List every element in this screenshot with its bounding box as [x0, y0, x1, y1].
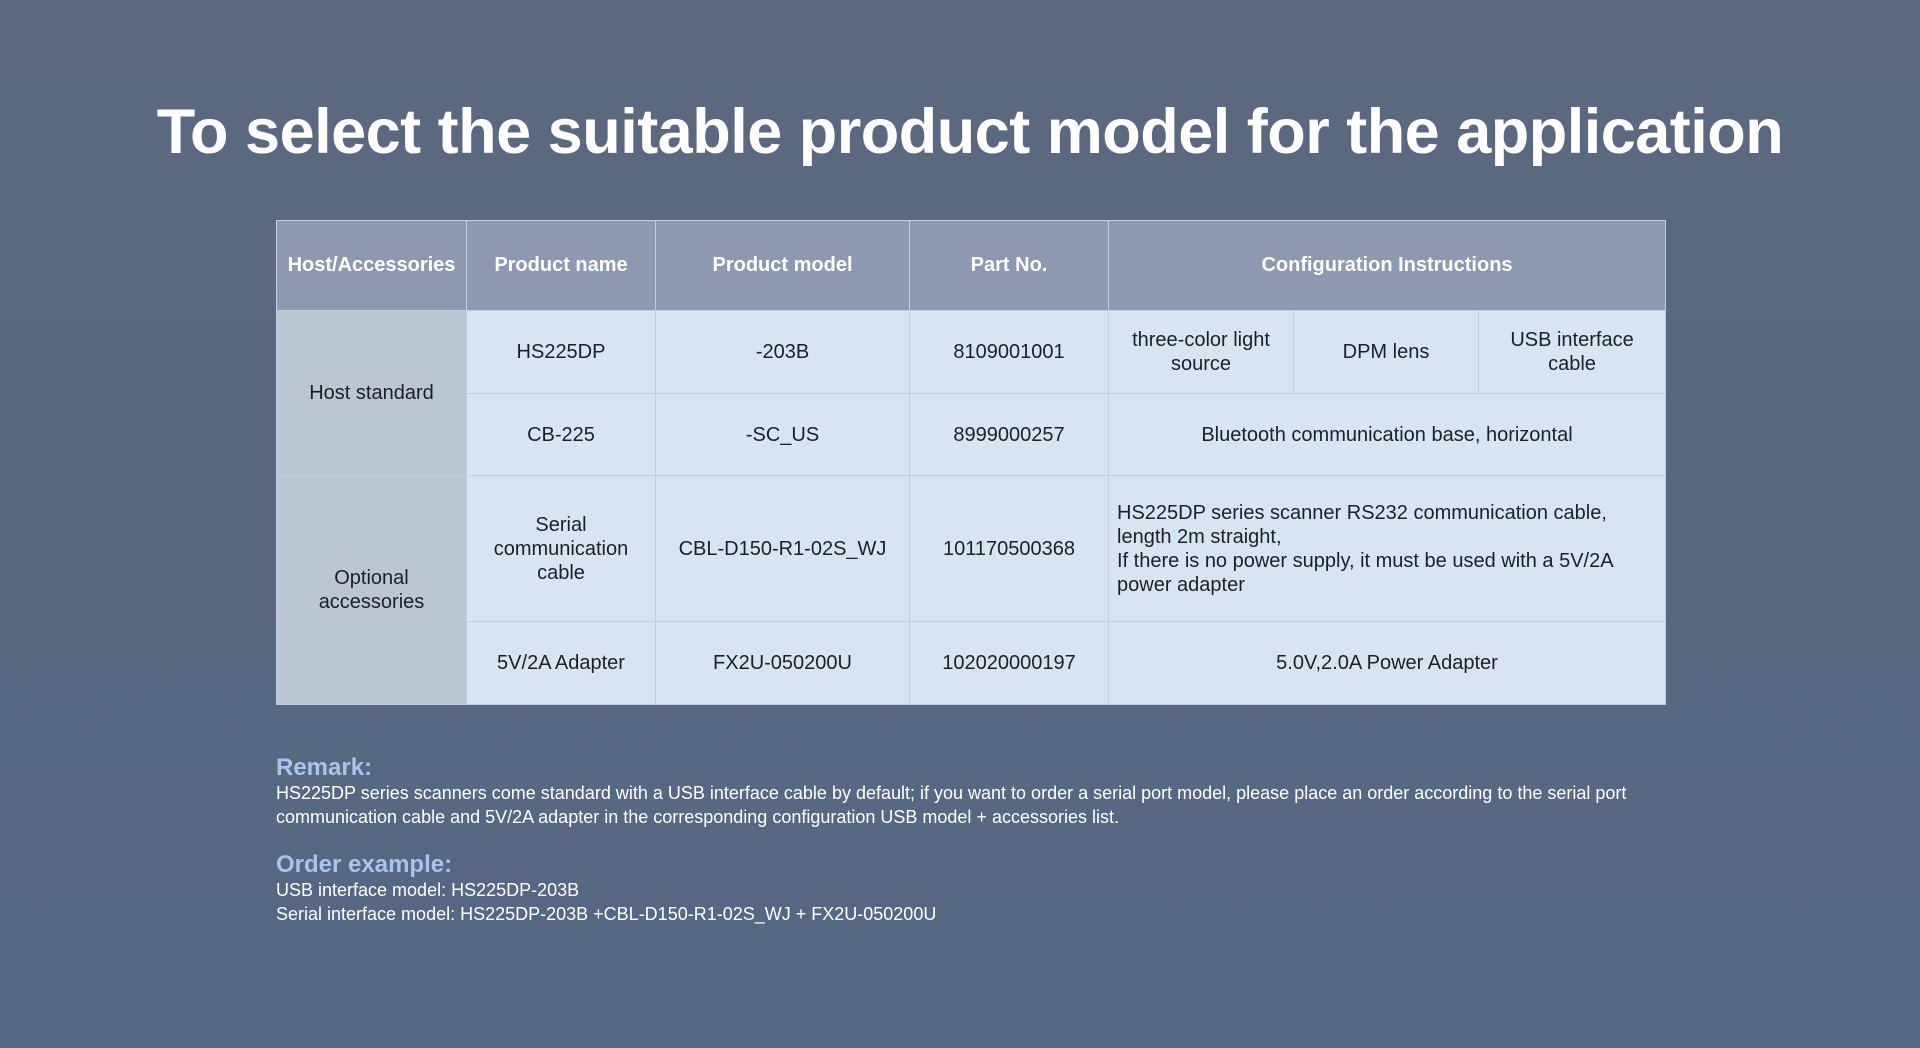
product-name-cell: Serial communication cable	[467, 476, 656, 622]
header-product-model: Product model	[656, 221, 910, 311]
header-product-name: Product name	[467, 221, 656, 311]
order-example-line: USB interface model: HS225DP-203B	[276, 880, 580, 900]
page-title: To select the suitable product model for the application	[156, 97, 1784, 167]
product-name-cell: HS225DP	[467, 311, 656, 394]
product-model-cell: CBL-D150-R1-02S_WJ	[656, 476, 910, 622]
product-model-cell: -203B	[656, 311, 910, 394]
part-no-cell: 101170500368	[910, 476, 1109, 622]
config-cell: DPM lens	[1294, 311, 1479, 394]
part-no-cell: 8999000257	[910, 394, 1109, 476]
product-name-cell: 5V/2A Adapter	[467, 622, 656, 705]
config-line: If there is no power supply, it must be used with a 5V/2A power adapter	[1117, 549, 1613, 596]
part-no-cell: 8109001001	[910, 311, 1109, 394]
config-cell: Bluetooth communication base, horizontal	[1109, 394, 1666, 476]
header-part-no: Part No.	[910, 221, 1109, 311]
order-example-section	[276, 852, 1676, 926]
table-row	[277, 311, 1666, 394]
header-host-accessories: Host/Accessories	[277, 221, 467, 311]
product-selection-table	[276, 220, 1666, 705]
config-cell: USB interface cable	[1479, 311, 1666, 394]
config-cell	[1109, 476, 1666, 622]
config-line: HS225DP series scanner RS232 communication cable, length 2m straight,	[1117, 501, 1607, 548]
order-example-line: Serial interface model: HS225DP-203B +CBL-D150-R1-02S_WJ + FX2U-050200U	[276, 904, 937, 924]
part-no-cell: 102020000197	[910, 622, 1109, 705]
config-cell: three-color light source	[1109, 311, 1294, 394]
product-model-cell: -SC_US	[656, 394, 910, 476]
table-row	[277, 394, 1666, 476]
config-cell: 5.0V,2.0A Power Adapter	[1109, 622, 1666, 705]
header-configuration-instructions: Configuration Instructions	[1109, 221, 1666, 311]
product-model-cell: FX2U-050200U	[656, 622, 910, 705]
product-name-cell: CB-225	[467, 394, 656, 476]
group-label-optional-accessories: Optional accessories	[277, 476, 467, 705]
table-header-row	[277, 221, 1666, 311]
table-row	[277, 622, 1666, 705]
group-label-host-standard: Host standard	[277, 311, 467, 476]
table-row	[277, 476, 1666, 622]
order-example-heading: Order example:	[276, 851, 453, 878]
remark-section	[276, 755, 1676, 829]
remark-heading: Remark:	[276, 754, 373, 781]
remark-text: HS225DP series scanners come standard with a USB interface cable by default; if you want to order a serial port model, please place an order according to the serial port communication cable and 5V/2A adapter in the corresponding configuration USB model + accessories list.	[276, 783, 1627, 827]
